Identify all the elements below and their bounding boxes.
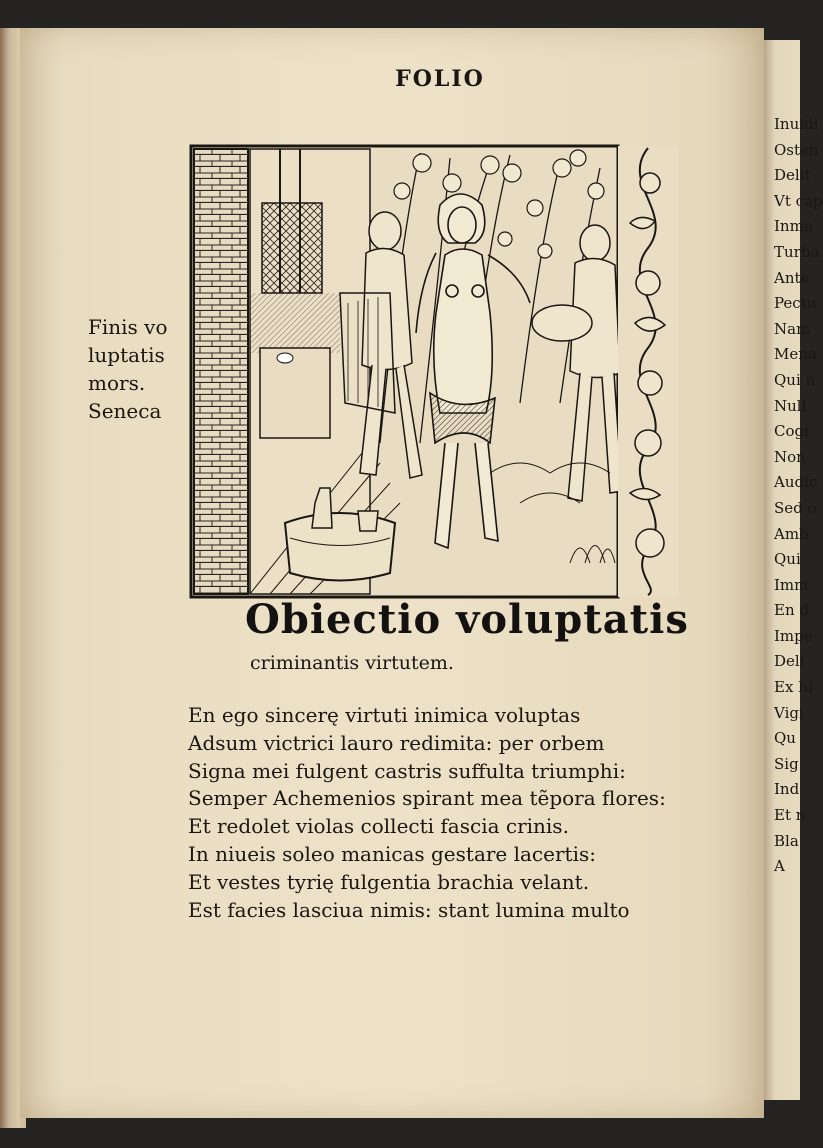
marginal-line: luptatis [88,343,165,367]
woodcut-illustration [190,143,680,598]
facing-line: Sed o [774,498,817,517]
verse-line: Et redolet violas collecti fascia crinis. [188,814,569,839]
facing-line: Turba [774,242,820,261]
facing-line: Deli [774,652,805,671]
facing-line: Ind [774,780,800,799]
facing-line: Ante [774,268,810,287]
marginal-line: Finis vo [88,315,168,339]
facing-line: Qui n [774,370,816,389]
marginal-line: mors. [88,371,146,395]
verse-line: Et vestes tyrię fulgentia brachia velant. [188,869,590,894]
facing-line: Pectu [774,294,817,313]
facing-line: Vigi [774,703,804,722]
facing-line: Non [774,447,806,466]
facing-line: Inma [774,217,813,236]
verse-line: In niueis soleo manicas gestare lacertis: [188,841,596,866]
facing-line: Qui [774,550,801,569]
facing-page-lines [764,112,823,880]
facing-line: Imm [774,575,809,594]
facing-line: Null [774,396,807,415]
verse-line: Signa mei fulgent castris suffulta triumphi: [188,758,626,783]
facing-line: Audic [774,473,818,492]
verse-line: Adsum victrici lauro redimita: per orbem [188,730,605,755]
section-subtitle: criminantis virtutem. [250,652,454,674]
facing-line: Osten [774,140,819,159]
marginal-note [88,313,188,425]
facing-line: En d [774,601,809,620]
facing-line: Qu [774,729,796,748]
verse-line: En ego sincerę virtuti inimica voluptas [188,703,581,727]
facing-line: Impe [774,626,813,645]
facing-line: Et n [774,806,806,825]
facing-line: Nam [774,319,811,338]
facing-line: Vt cap [774,191,823,210]
facing-line: Sig [774,754,799,773]
facing-line: Bla [774,831,799,850]
facing-line: Amb [774,524,809,543]
facing-page-edge [764,40,823,1100]
facing-line: Ex hi [774,678,813,697]
facing-line: Delit [774,166,811,185]
facing-line: Inuidi [774,115,819,133]
verse-line: Semper Achemenios spirant mea tẽpora flores: [188,786,666,811]
verse-block [188,702,708,924]
facing-line: Cogi [774,422,809,441]
verse-line: Est facies lasciua nimis: stant lumina multo [188,897,630,922]
folio-header: FOLIO [395,66,485,92]
marginal-line: Seneca [88,399,162,423]
section-title: Obiectio voluptatis [245,596,689,643]
facing-line: Mena [774,345,817,364]
facing-line: A [774,857,785,876]
